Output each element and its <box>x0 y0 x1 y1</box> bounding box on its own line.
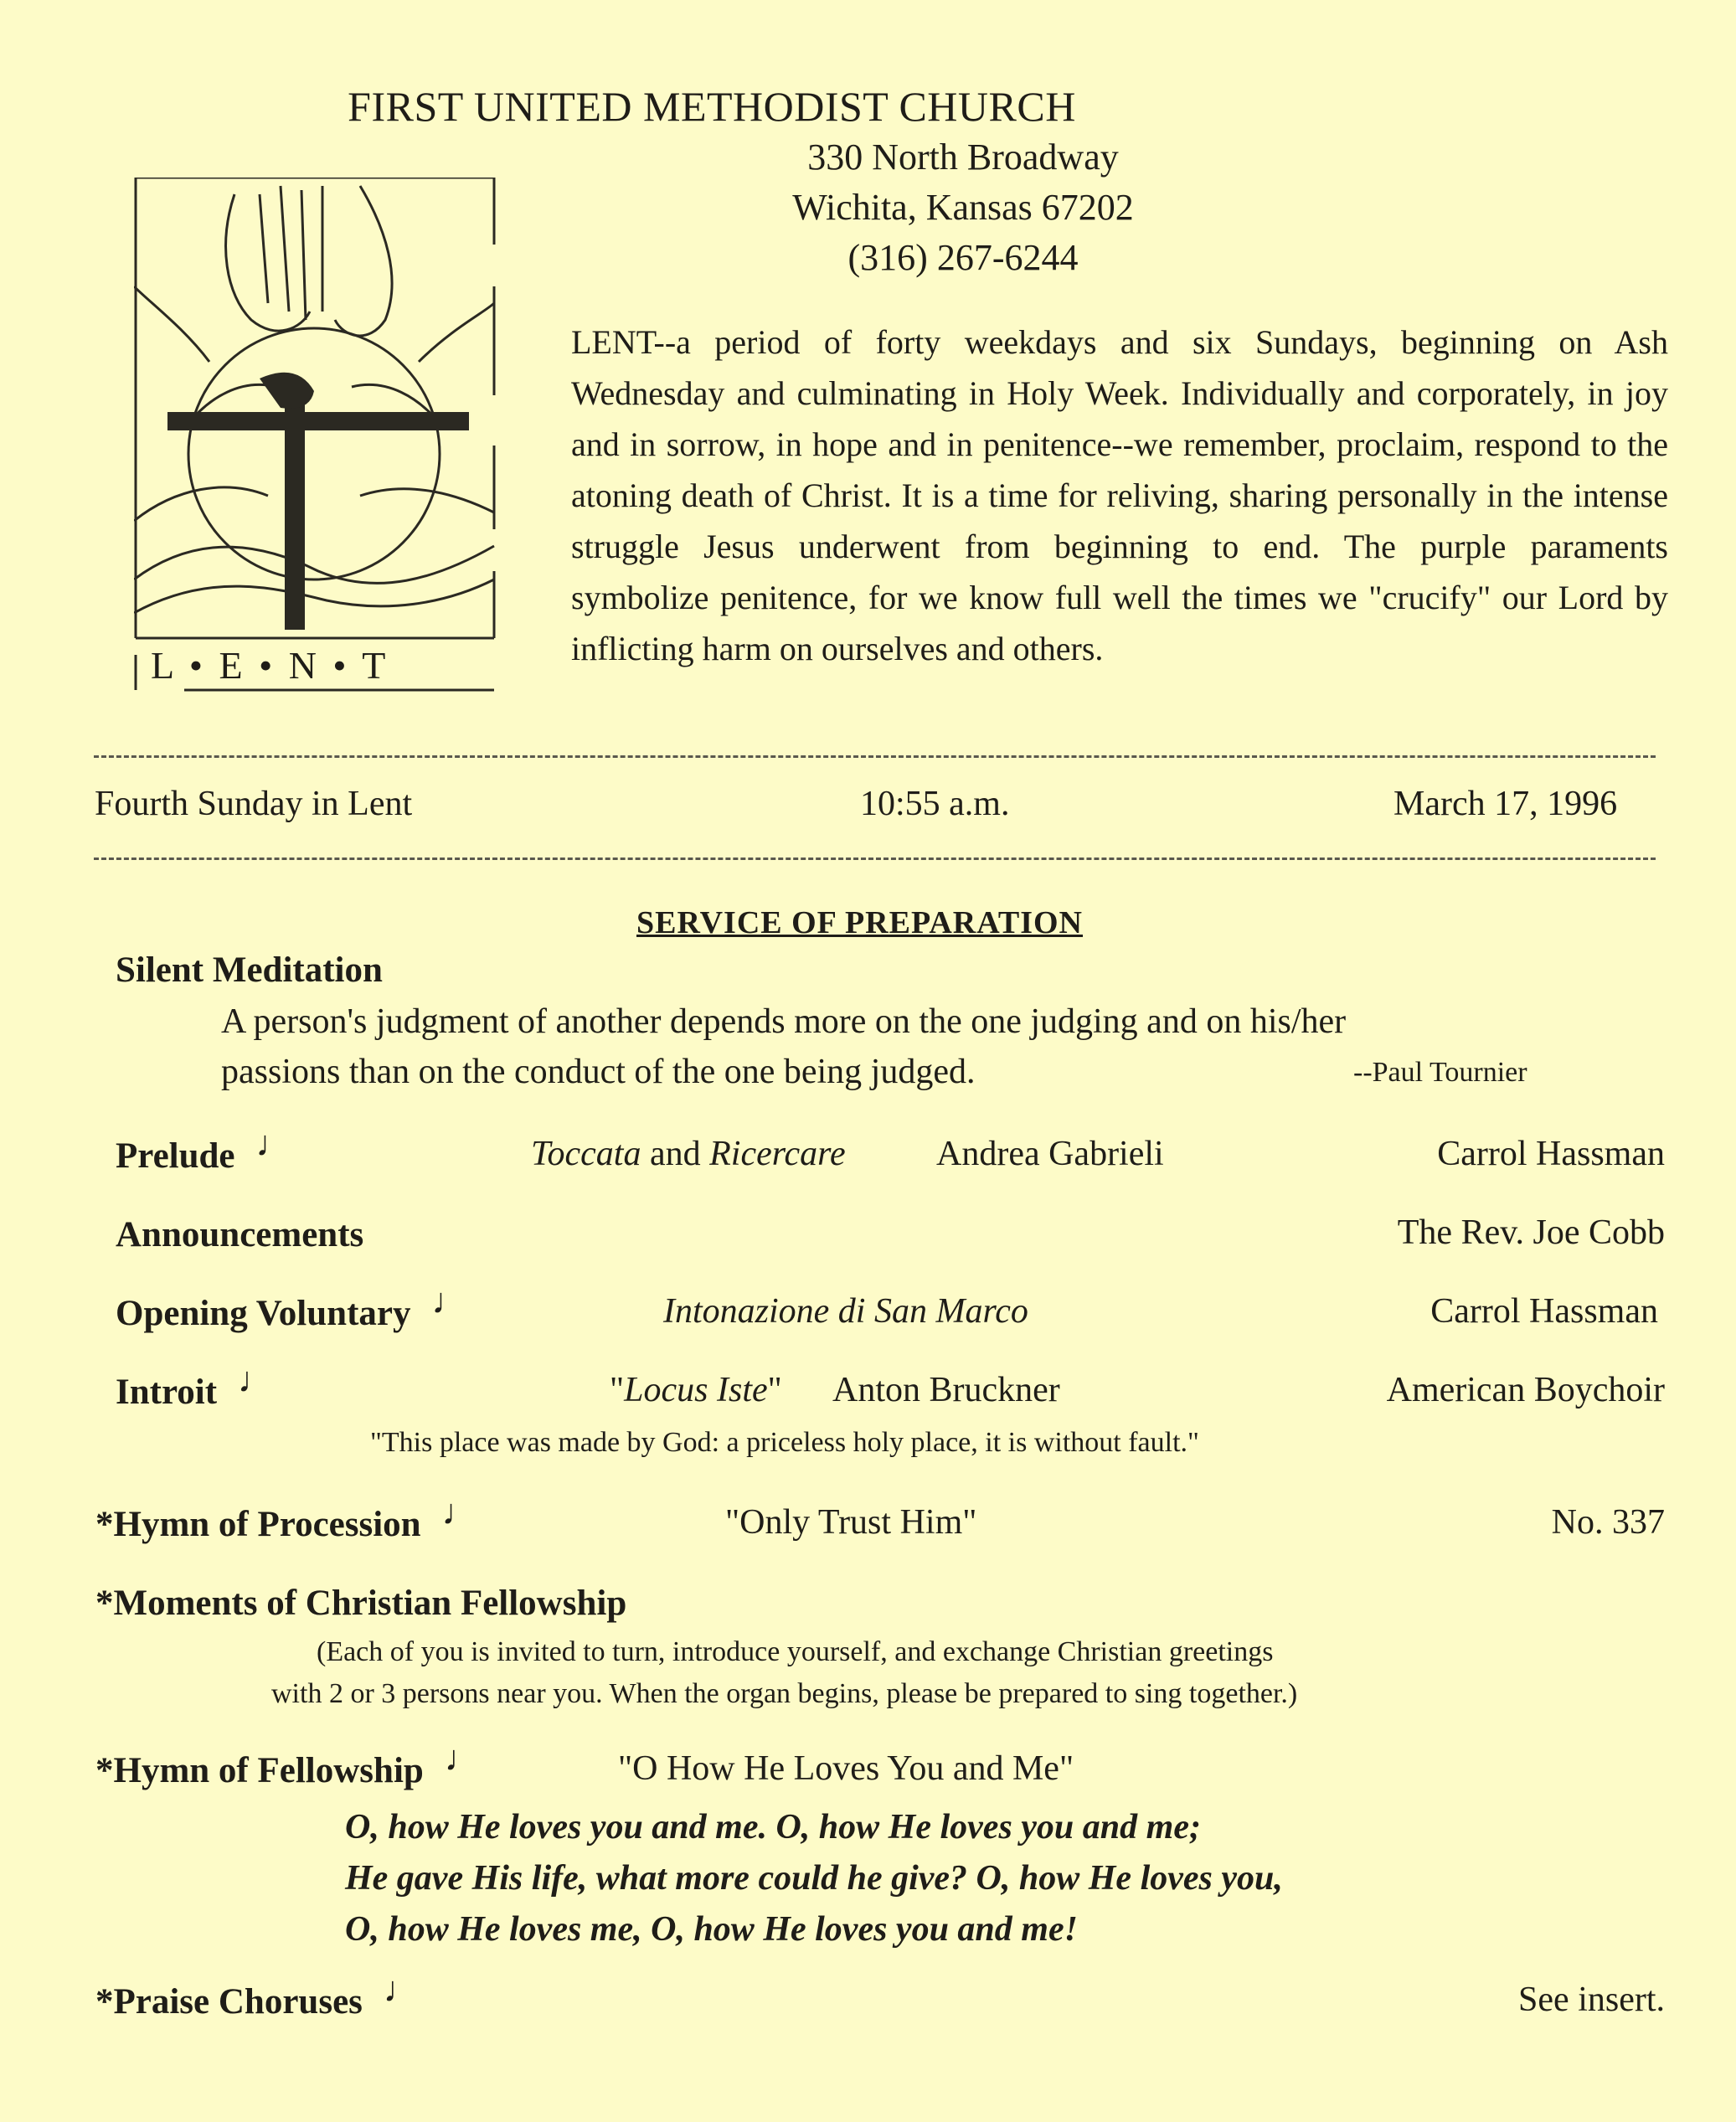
church-name: FIRST UNITED METHODIST CHURCH <box>348 83 1076 130</box>
praise-choruses-label-text: *Praise Choruses <box>95 1982 363 2022</box>
music-note-icon: ♩ <box>431 1282 468 1321</box>
fellowship-label: *Moments of Christian Fellowship <box>95 1584 627 1623</box>
prelude-title-a: Toccata <box>531 1135 641 1173</box>
introit-title-text: Locus Iste <box>624 1371 768 1409</box>
lyrics-line: O, how He loves you and me. O, how He loves you and me; <box>345 1808 1201 1846</box>
lyrics-line: O, how He loves me, O, how He loves you and me! <box>345 1910 1078 1949</box>
service-time: 10:55 a.m. <box>860 785 1010 823</box>
service-date: March 17, 1996 <box>1393 785 1618 823</box>
prelude-composer: Andrea Gabrieli <box>936 1135 1164 1173</box>
section-title: SERVICE OF PREPARATION <box>636 905 1083 940</box>
praise-choruses-label <box>95 1970 420 2022</box>
dove-cross-icon <box>134 178 496 697</box>
hymn-fellowship-title: "O How He Loves You and Me" <box>618 1749 1074 1788</box>
introit-label-text: Introit <box>116 1373 218 1412</box>
introit-translation: "This place was made by God: a priceless holy place, it is without fault." <box>370 1427 1199 1458</box>
fellowship-note-line1: (Each of you is invited to turn, introduce yourself, and exchange Christian greetings <box>317 1636 1274 1667</box>
prelude-title <box>531 1134 846 1174</box>
lyrics-line: He gave His life, what more could he give? O, how He loves you, <box>345 1859 1283 1898</box>
introit-performer: American Boychoir <box>1386 1371 1665 1409</box>
prelude-title-b: Ricercare <box>709 1135 846 1173</box>
hymn-fellowship-label <box>95 1739 481 1791</box>
music-note-icon: ♩ <box>441 1493 478 1532</box>
hymn-fellowship-label-text: *Hymn of Fellowship <box>95 1751 424 1790</box>
prelude-performer: Carrol Hassman <box>1437 1135 1665 1173</box>
opening-voluntary-title: Intonazione di San Marco <box>663 1292 1028 1331</box>
hymn-procession-number: No. 337 <box>1551 1503 1665 1542</box>
prelude-and: and <box>641 1135 710 1173</box>
prelude-label-text: Prelude <box>116 1136 235 1176</box>
lent-logo <box>134 178 496 697</box>
hymn-procession-title: "Only Trust Him" <box>725 1503 977 1542</box>
silent-meditation-label: Silent Meditation <box>116 950 383 990</box>
hymn-fellowship-lyrics <box>345 1802 1283 1955</box>
lent-description: LENT--a period of forty weekdays and six Sundays, beginning on Ash Wednesday and culminating in Holy Week. Individually and corporately, in joy and in sorrow, in hope and in penitence--we remember, proclaim, respond to the atoning death of Christ. It is a time for reliving, sharing personally in the intense struggle Jesus underwent from beginning to end. The purple paraments symbolize penitence, for we know full well the times we "crucify" our Lord by inflicting harm on ourselves and others. <box>571 323 1668 667</box>
opening-voluntary-performer: Carrol Hassman <box>1430 1292 1658 1331</box>
meditation-attribution: --Paul Tournier <box>1353 1057 1527 1088</box>
announcements-performer: The Rev. Joe Cobb <box>1397 1213 1665 1252</box>
address-line-2: Wichita, Kansas 67202 <box>792 187 1134 228</box>
introit-quote-close: " <box>767 1371 782 1409</box>
service-day: Fourth Sunday in Lent <box>95 785 413 823</box>
hymn-procession-label <box>95 1493 478 1545</box>
introit-composer: Anton Bruckner <box>832 1371 1060 1409</box>
fellowship-note-line2: with 2 or 3 persons near you. When the organ begins, please be prepared to sing together.) <box>271 1678 1298 1709</box>
praise-choruses-note: See insert. <box>1518 1980 1665 2019</box>
divider-bottom <box>94 858 1656 860</box>
music-note-icon: ♩ <box>255 1125 292 1164</box>
introit-quote-open: " <box>610 1371 625 1409</box>
prelude-label <box>116 1125 292 1177</box>
divider-top <box>94 755 1656 758</box>
meditation-quote-line1: A person's judgment of another depends more on the one judging and on his/her <box>221 1002 1347 1041</box>
introit-title <box>610 1370 782 1410</box>
meditation-quote-line2: passions than on the conduct of the one being judged. <box>221 1053 976 1091</box>
music-note-icon: ♩ <box>237 1361 274 1400</box>
hymn-procession-label-text: *Hymn of Procession <box>95 1505 421 1544</box>
phone-number: (316) 267-6244 <box>847 237 1079 278</box>
logo-caption: L • E • N • T <box>151 644 389 687</box>
opening-voluntary-label-text: Opening Voluntary <box>116 1294 411 1333</box>
announcements-label: Announcements <box>116 1215 364 1254</box>
music-note-icon: ♩ <box>383 1970 420 2010</box>
introit-label <box>116 1361 274 1413</box>
music-note-icon: ♩ <box>444 1739 481 1779</box>
opening-voluntary-label <box>116 1282 468 1334</box>
address-line-1: 330 North Broadway <box>807 136 1119 178</box>
